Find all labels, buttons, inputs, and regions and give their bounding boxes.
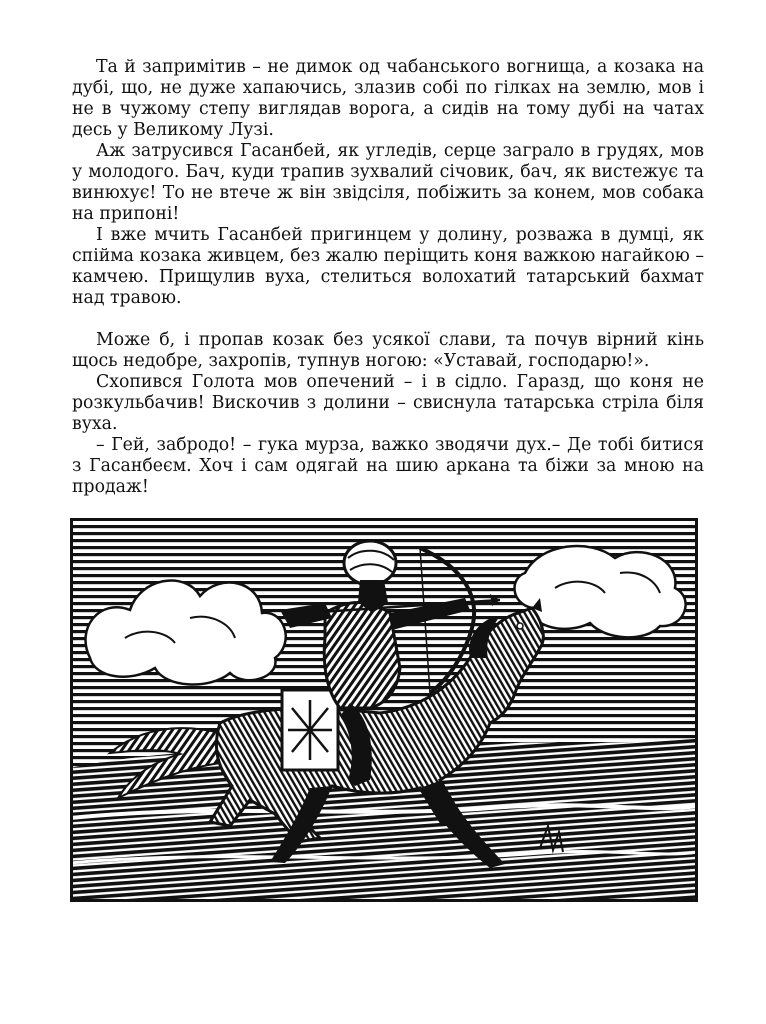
- horseman-archer-picture: [70, 518, 698, 902]
- paragraph-6: – Гей, забродо! – гука мурза, важко зводячи дух.– Де тобі битися з Гасанбеєм. Хоч і сам одягай на шию аркана та біжи за мною на продаж!: [72, 435, 704, 497]
- paragraph-1: Та й запримітив – не димок од чабанського вогнища, а козака на дубі, що, не дуже хапаючись, злазив собі по гілках на землю, мов і не в чужому степу виглядав ворога, а сидів на тому дубі на чатах десь у Великому Лузі.: [72, 57, 704, 140]
- woodcut-illustration: [70, 518, 698, 902]
- story-text: [72, 57, 704, 498]
- paragraph-3: І вже мчить Гасанбей пригинцем у долину, розважа в думці, як спійма козака живцем, без жалю періщить коня важкою нагайкою – камчею. Прищулив вуха, стелиться волохатий татарський бахмат над травою.: [72, 225, 704, 308]
- paragraph-5: Схопився Голота мов опечений – і в сідло. Гаразд, що коня не розкульбачив! Вискочив з долини – свиснула татарська стріла біля вуха.: [72, 372, 704, 434]
- paragraph-2: Аж затрусився Гасанбей, як угледів, серце заграло в грудях, мов у молодого. Бач, куди трапив зухвалий січовик, бач, як вистежує та винюхує! То не втече ж він звідсіля, побіжить за конем, мов собака на припоні!: [72, 141, 704, 224]
- rider-turban: [344, 541, 396, 585]
- paragraph-4: Може б, і пропав козак без усякої слави, та почув вірний кінь щось недобре, захропів, тупнув ногою: «Уставай, господарю!».: [72, 330, 704, 371]
- rider-body: [324, 602, 400, 708]
